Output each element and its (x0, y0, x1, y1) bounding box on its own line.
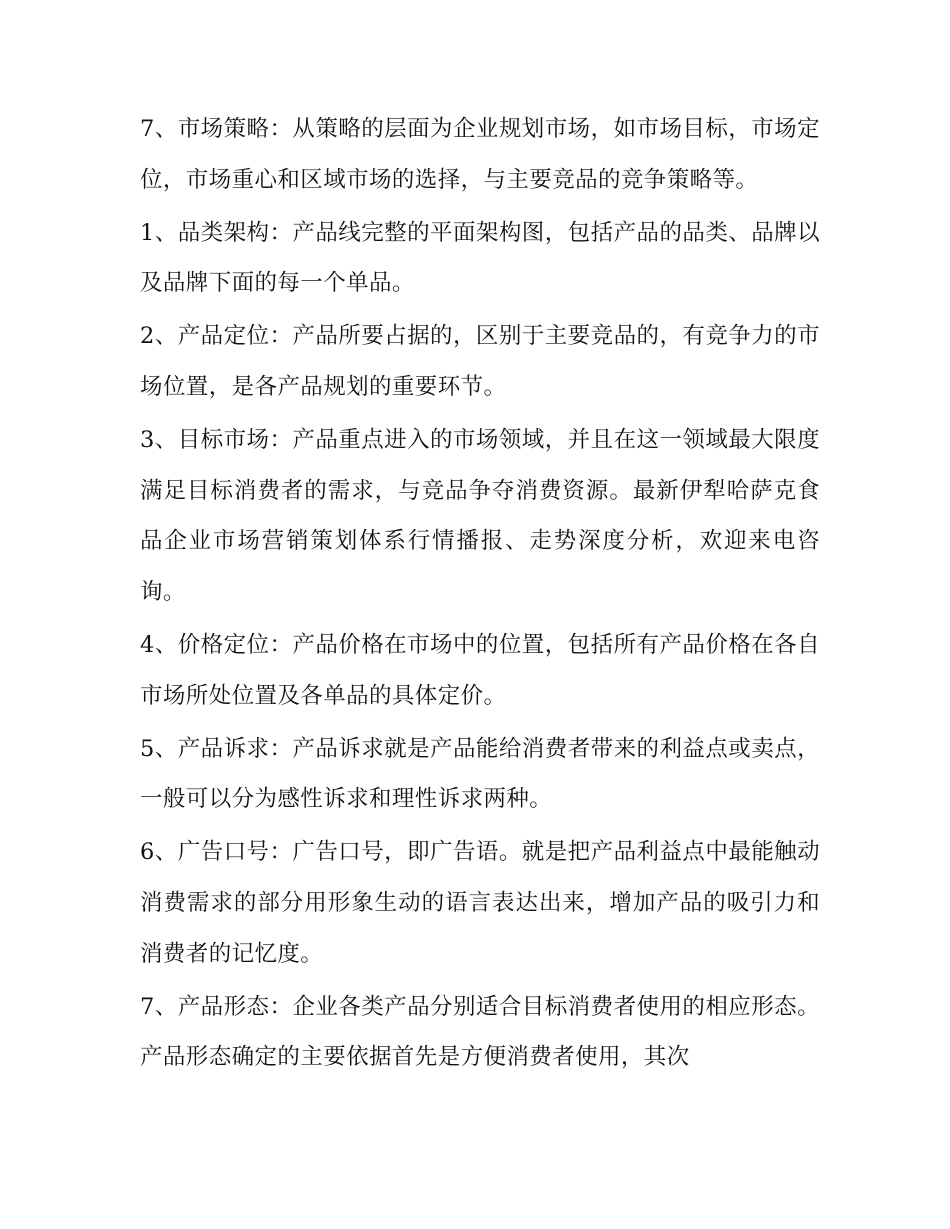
document-body (140, 104, 820, 1085)
paragraph-price-positioning: 4、价格定位：产品价格在市场中的位置，包括所有产品价格在各自市场所处位置及各单品的具体定价。 (140, 631, 820, 709)
paragraph-ad-slogan: 6、广告口号：广告口号，即广告语。就是把产品利益点中最能触动消费需求的部分用形象生动的语言表达出来，增加产品的吸引力和消费者的记忆度。 (140, 839, 820, 967)
paragraph-category-architecture: 1、品类架构：产品线完整的平面架构图，包括产品的品类、品牌以及品牌下面的每一个单品。 (140, 219, 820, 297)
paragraph-product-appeal: 5、产品诉求：产品诉求就是产品能给消费者带来的利益点或卖点，一般可以分为感性诉求和理性诉求两种。 (140, 735, 820, 813)
paragraph-market-strategy: 7、市场策略：从策略的层面为企业规划市场，如市场目标，市场定位，市场重心和区域市场的选择，与主要竞品的竞争策略等。 (140, 116, 820, 193)
paragraph-product-positioning: 2、产品定位：产品所要占据的，区别于主要竞品的，有竞争力的市场位置，是各产品规划的重要环节。 (140, 323, 820, 400)
paragraph-product-form: 7、产品形态：企业各类产品分别适合目标消费者使用的相应形态。产品形态确定的主要依据首先是方便消费者使用，其次 (140, 993, 820, 1071)
paragraph-target-market: 3、目标市场：产品重点进入的市场领域，并且在这一领域最大限度满足目标消费者的需求，与竞品争夺消费资源。最新伊犁哈萨克食品企业市场营销策划体系行情播报、走势深度分析，欢迎来电咨询。 (140, 426, 820, 606)
